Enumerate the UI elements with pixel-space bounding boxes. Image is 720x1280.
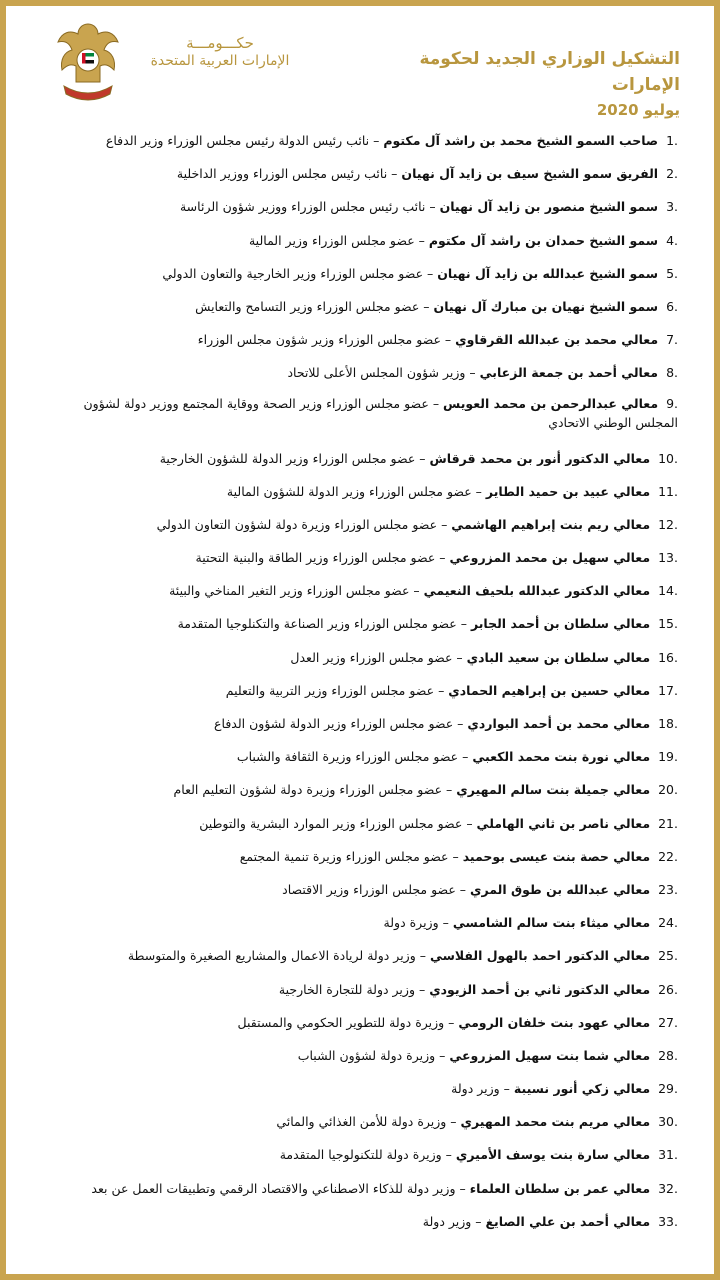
- minister-role: – عضو مجلس الوزراء وزير التسامح والتعايش: [195, 298, 434, 314]
- item-number: 5.: [666, 265, 678, 281]
- item-number: 18.: [658, 716, 678, 731]
- minister-role: – عضو مجلس الوزراء وزير الصحة ووقاية المجتمع ووزير دولة لشؤون المجلس الوطني الاتحادي: [83, 395, 678, 430]
- minister-name: معالي حصة بنت عيسى بوحميد: [462, 848, 651, 864]
- minister-name: معالي أحمد بن علي الصايغ: [485, 1213, 651, 1229]
- list-item: [58, 124, 678, 157]
- minister-role: – وزيرة دولة للتكنولوجيا المتقدمة: [279, 1147, 456, 1163]
- item-number: 9.: [666, 395, 678, 411]
- item-number: 27.: [658, 1014, 678, 1030]
- list-item: [58, 574, 678, 607]
- item-number: 31.: [658, 1147, 678, 1163]
- minister-name: معالي سلطان بن أحمد الجابر: [470, 616, 651, 632]
- minister-role: – عضو مجلس الوزراء وزير الدولة لشؤون الدفاع: [214, 716, 468, 731]
- list-item: [58, 257, 678, 290]
- minister-name: معالي الدكتور احمد بالهول الفلاسي: [429, 948, 651, 964]
- minister-name: معالي الدكتور عبدالله بلحيف النعيمي: [423, 583, 651, 599]
- minister-name: معالي عبيد بن حميد الطاير: [485, 483, 651, 499]
- minister-role: – عضو مجلس الوزراء وزير الموارد البشرية والتوطين: [199, 815, 477, 831]
- minister-name: سمو الشيخ عبدالله بن زايد آل نهيان: [437, 265, 659, 281]
- item-number: 14.: [658, 583, 678, 599]
- list-item: [58, 224, 678, 257]
- item-number: 19.: [658, 749, 678, 765]
- minister-name: معالي الدكتور ثاني بن أحمد الزيودي: [429, 981, 651, 997]
- minister-role: – عضو مجلس الوزراء وزير العدل: [290, 649, 467, 665]
- minister-name: الفريق سمو الشيخ سيف بن زايد آل نهيان: [401, 166, 659, 182]
- item-number: 29.: [658, 1081, 678, 1097]
- item-number: 3.: [666, 199, 678, 215]
- minister-role: – وزير دولة للذكاء الاصطناعي والاقتصاد الرقمي وتطبيقات العمل عن بعد: [91, 1180, 470, 1196]
- list-item: [58, 607, 678, 640]
- minister-role: – عضو مجلس الوزراء وزير الاقتصاد: [282, 881, 471, 897]
- minister-name: صاحب السمو الشيخ محمد بن راشد آل مكتوم: [383, 133, 659, 148]
- minister-role: – عضو مجلس الوزراء وزير التغير المناخي والبيئة: [169, 583, 424, 599]
- minister-name: معالي الدكتور أنور بن محمد قرقاش: [429, 450, 651, 466]
- list-item: [58, 939, 678, 972]
- item-number: 13.: [658, 550, 678, 566]
- minister-role: – عضو مجلس الوزراء وزير الدولة للشؤون الخارجية: [159, 450, 430, 466]
- minister-role: – وزيرة دولة: [383, 915, 453, 931]
- minister-name: معالي عهود بنت خلفان الرومي: [458, 1014, 651, 1030]
- minister-name: معالي سلطان بن سعيد البادي: [466, 649, 651, 665]
- minister-role: – وزيرة دولة للتطوير الحكومي والمستقبل: [237, 1014, 459, 1030]
- list-item: [58, 190, 678, 223]
- list-item: [58, 1072, 678, 1105]
- list-item: [58, 740, 678, 773]
- minister-role: – وزير شؤون المجلس الأعلى للاتحاد: [287, 365, 480, 381]
- item-number: 23.: [658, 881, 678, 897]
- minister-role: – عضو مجلس الوزراء وزيرة دولة لشؤون التعاون الدولي: [156, 516, 452, 532]
- minister-name: معالي محمد بن أحمد البواردي: [467, 716, 651, 731]
- item-number: 8.: [666, 365, 678, 381]
- page-date: يوليو 2020: [596, 101, 680, 119]
- ministers-list: [58, 124, 678, 1238]
- minister-name: سمو الشيخ منصور بن زايد آل نهيان: [439, 199, 659, 215]
- minister-name: معالي عبدالرحمن بن محمد العويس: [443, 395, 659, 411]
- item-number: 10.: [658, 450, 678, 466]
- item-number: 1.: [666, 133, 678, 148]
- list-item: [58, 873, 678, 906]
- list-item: [58, 1138, 678, 1171]
- minister-name: معالي شما بنت سهيل المزروعي: [449, 1047, 651, 1063]
- list-item: [58, 475, 678, 508]
- item-number: 12.: [658, 516, 678, 532]
- minister-role: – عضو مجلس الوزراء وزير الدولة للشؤون المالية: [226, 483, 486, 499]
- list-item: [58, 1172, 678, 1205]
- list-item: [58, 1105, 678, 1138]
- item-number: 11.: [658, 483, 678, 499]
- item-number: 28.: [658, 1047, 678, 1063]
- minister-name: معالي حسين بن إبراهيم الحمادي: [448, 682, 651, 698]
- minister-role: – وزيرة دولة لشؤون الشباب: [297, 1047, 450, 1063]
- uae-emblem-icon: [56, 20, 120, 102]
- item-number: 6.: [666, 298, 678, 314]
- gov-line2: الإمارات العربية المتحدة: [150, 53, 290, 69]
- minister-name: معالي سارة بنت يوسف الأميري: [455, 1147, 651, 1163]
- list-item: [58, 973, 678, 1006]
- minister-name: معالي محمد بن عبدالله القرقاوي: [455, 332, 659, 348]
- minister-role: – عضو مجلس الوزراء وزير المالية: [248, 232, 429, 248]
- item-number: 4.: [666, 232, 678, 248]
- minister-name: معالي عمر بن سلطان العلماء: [469, 1180, 651, 1196]
- item-number: 2.: [666, 166, 678, 182]
- list-item: [58, 1039, 678, 1072]
- minister-role: – وزير دولة للتجارة الخارجية: [278, 981, 430, 997]
- list-item: [58, 1205, 678, 1238]
- minister-name: معالي ريم بنت إبراهيم الهاشمي: [451, 516, 651, 532]
- list-item: [58, 442, 678, 475]
- minister-role: – عضو مجلس الوزراء وزير التربية والتعليم: [225, 682, 449, 698]
- minister-name: معالي زكي أنور نسيبة: [513, 1081, 651, 1097]
- minister-role: – عضو مجلس الوزراء وزير الخارجية والتعاون الدولي: [162, 265, 438, 281]
- list-item: [58, 773, 678, 806]
- item-number: 33.: [658, 1213, 678, 1229]
- minister-role: – عضو مجلس الوزراء وزير الطاقة والبنية التحتية: [195, 550, 450, 566]
- item-number: 20.: [658, 782, 678, 798]
- page-title: التشكيل الوزاري الجديد لحكومة الإمارات: [419, 49, 680, 95]
- item-number: 24.: [658, 915, 678, 931]
- minister-role: – نائب رئيس الدولة رئيس مجلس الوزراء وزير الدفاع: [105, 133, 384, 148]
- minister-name: سمو الشيخ نهيان بن مبارك آل نهيان: [433, 298, 659, 314]
- list-item: [58, 541, 678, 574]
- minister-role: – عضو مجلس الوزراء وزيرة دولة لشؤون التعليم العام: [173, 782, 457, 798]
- minister-name: معالي أحمد بن جمعة الزعابي: [479, 365, 659, 381]
- minister-role: – عضو مجلس الوزراء وزير شؤون مجلس الوزراء: [197, 332, 456, 348]
- list-item: [58, 707, 678, 740]
- minister-role: – عضو مجلس الوزراء وزير الصناعة والتكنلوجيا المتقدمة: [177, 616, 471, 632]
- list-item: [58, 290, 678, 323]
- item-number: 22.: [658, 848, 678, 864]
- list-item: [58, 390, 678, 442]
- list-item: [58, 508, 678, 541]
- item-number: 32.: [658, 1180, 678, 1196]
- list-item: [58, 356, 678, 389]
- list-item: [58, 840, 678, 873]
- minister-name: معالي عبدالله بن طوق المري: [470, 881, 651, 897]
- minister-role: – نائب رئيس مجلس الوزراء ووزير الداخلية: [176, 166, 402, 182]
- minister-name: معالي ميثاء بنت سالم الشامسي: [452, 915, 651, 931]
- minister-role: – وزير دولة: [451, 1081, 514, 1097]
- item-number: 16.: [658, 649, 678, 665]
- minister-name: معالي نورة بنت محمد الكعبي: [472, 749, 651, 765]
- list-item: [58, 323, 678, 356]
- item-number: 26.: [658, 981, 678, 997]
- minister-role: – وزير دولة لريادة الاعمال والمشاريع الصغيرة والمتوسطة: [127, 948, 430, 964]
- title-block: [350, 46, 680, 122]
- header: [0, 0, 720, 119]
- item-number: 30.: [658, 1114, 678, 1130]
- list-item: [58, 1006, 678, 1039]
- item-number: 7.: [666, 332, 678, 348]
- minister-role: – عضو مجلس الوزراء وزيرة الثقافة والشباب: [236, 749, 473, 765]
- minister-name: معالي مريم بنت محمد المهيري: [460, 1114, 651, 1130]
- list-item: [58, 807, 678, 840]
- minister-role: – نائب رئيس مجلس الوزراء ووزير شؤون الرئاسة: [179, 199, 440, 215]
- government-name: [125, 34, 315, 70]
- minister-name: معالي سهيل بن محمد المزروعي: [449, 550, 651, 566]
- item-number: 21.: [658, 815, 678, 831]
- minister-name: سمو الشيخ حمدان بن راشد آل مكتوم: [428, 232, 659, 248]
- list-item: [58, 906, 678, 939]
- item-number: 15.: [658, 616, 678, 632]
- minister-name: معالي جميلة بنت سالم المهيري: [456, 782, 651, 798]
- minister-name: معالي ناصر بن ثاني الهاملي: [476, 815, 651, 831]
- minister-role: – وزير دولة: [422, 1213, 486, 1229]
- list-item: [58, 157, 678, 190]
- gov-line1: حكـــومـــة: [186, 34, 254, 52]
- item-number: 25.: [658, 948, 678, 964]
- list-item: [58, 641, 678, 674]
- list-item: [58, 674, 678, 707]
- minister-role: – وزيرة دولة للأمن الغذائي والمائي: [276, 1114, 461, 1130]
- item-number: 17.: [658, 682, 678, 698]
- minister-role: – عضو مجلس الوزراء وزيرة تنمية المجتمع: [239, 848, 463, 864]
